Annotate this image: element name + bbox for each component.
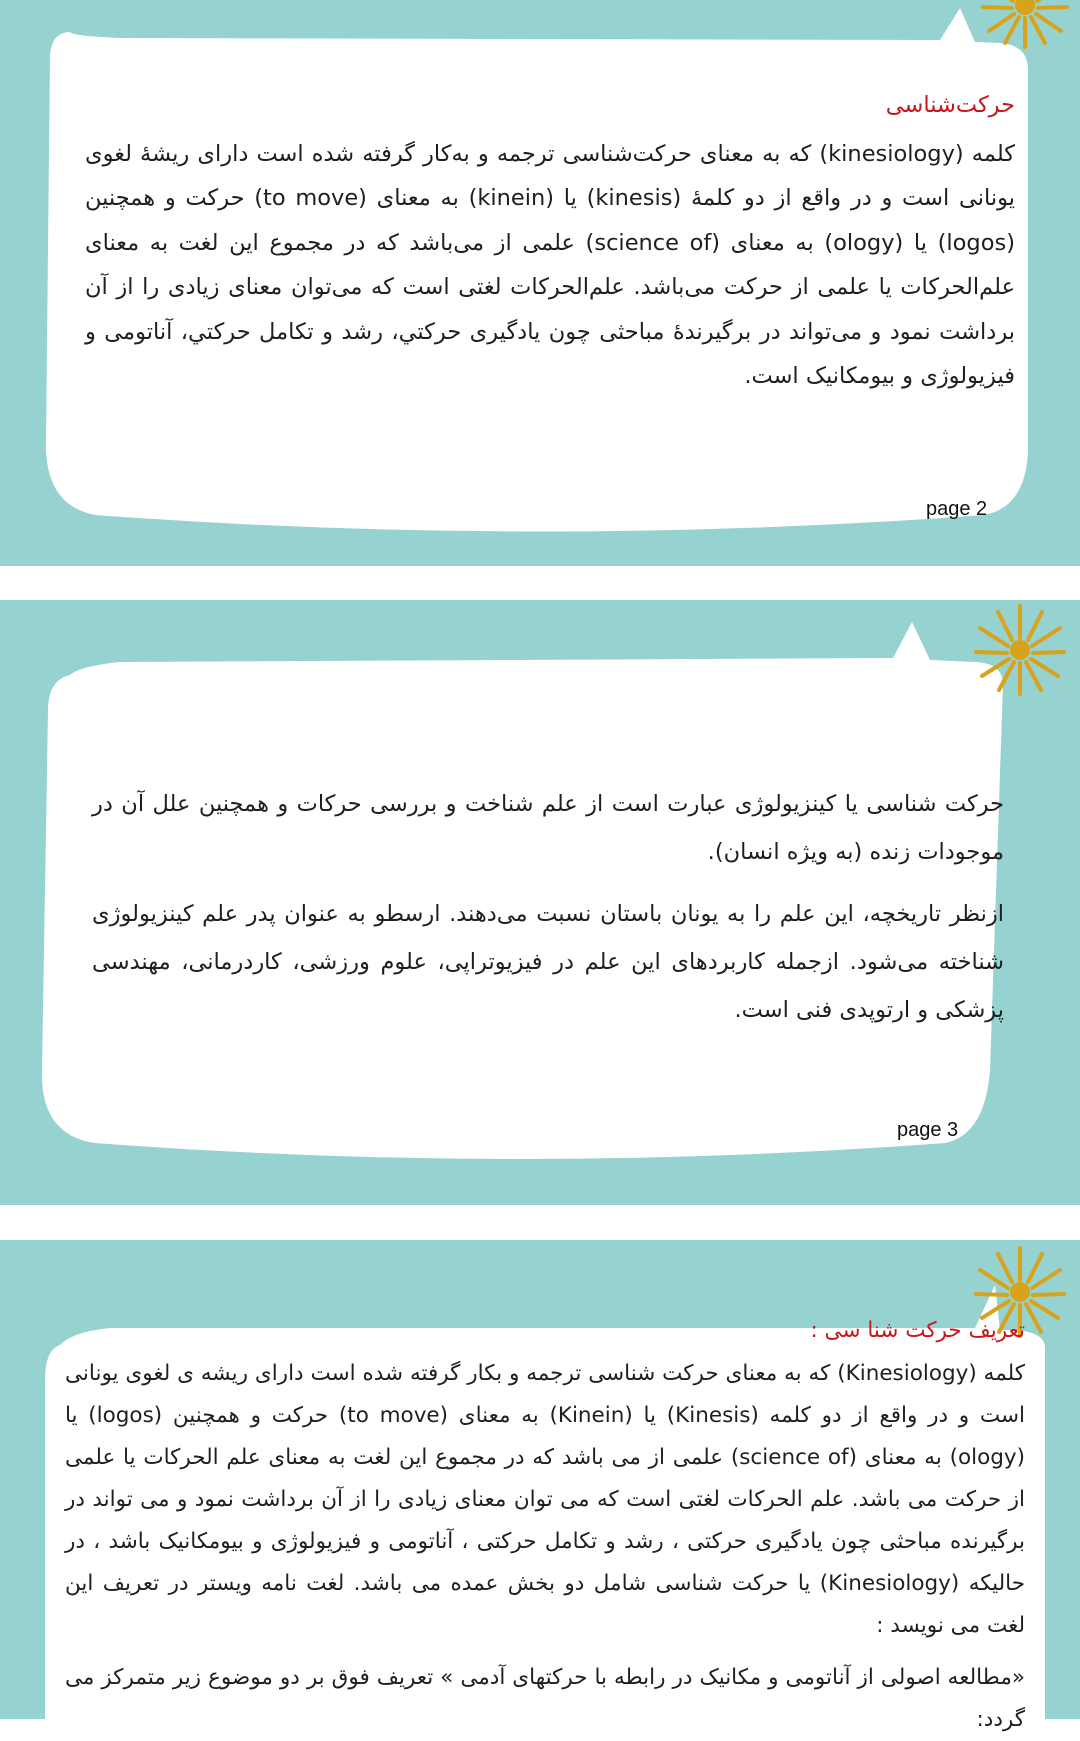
- paragraph: ازنظر تاریخچه، این علم را به یونان باستان نسبت می‌دهند. ارسطو به عنوان پدر علم کینزیولوژی شناخته می‌شود. ازجمله کاربردهای این علم در فیزیوتراپی، علوم ورزشی، کاردرمانی، مهندسی پزشکی و ارتوپدی فنی است.: [92, 901, 1004, 1023]
- page-number: page 3: [897, 1119, 959, 1141]
- page-number: page 2: [926, 498, 988, 520]
- sun-icon: [970, 600, 1070, 700]
- slide-title: تعریف حرکت شنا سی :: [810, 1318, 1025, 1343]
- paragraph: «مطالعه اصولی از آناتومی و مکانیک در رابطه با حرکتهای آدمی » تعریف فوق بر دو موضوع زیر متمرکز می گردد:: [65, 1665, 1025, 1732]
- slide-2: [0, 600, 1080, 1205]
- slide-body: [65, 1310, 1025, 1741]
- slide-body: [85, 83, 1015, 399]
- slide-1: [0, 0, 1080, 566]
- slide-3: [0, 1240, 1080, 1732]
- paragraph: کلمه (Kinesiology) که به معنای حرکت شناسی ترجمه و بکار گرفته شده است دارای ریشه ی لغوی یونانی است و در واقع از دو کلمه (Kinesis) یا (Kinein) به معنای (to move) حرکت و همچنین (logos) یا (ology) به معنای (science of) علمی از می باشد که در مجموع این لغت به معنای علم الحرکات یا علمی از حرکت می باشد. علم الحرکات لغتی است که می توان معنای زیادی را از آن برداشت نمود و می تواند در برگیرنده مباحثی چون یادگیری حرکتی ، رشد و تکامل حرکتی ، آناتومی و فیزیولوژی و بیومکانیک باشد ، در حالیکه (Kinesiology) یا حرکت شناسی شامل دو بخش عمده می باشد. لغت نامه ویستر در تعریف این لغت می نویسد :: [65, 1361, 1025, 1638]
- paragraph: حرکت شناسی یا کینزیولوژی عبارت است از علم شناخت و بررسی حرکات و همچنین علل آن در موجودات زنده (به ویژه انسان).: [92, 791, 1004, 865]
- slide-title: حرکت‌شناسی: [885, 92, 1015, 118]
- paragraph: کلمه (kinesiology) که به معنای حرکت‌شناسی ترجمه و به‌کار گرفته شده است دارای ریشهٔ لغوی یونانی است و در واقع از دو کلمهٔ (kinesis) یا (kinein) به معنای (to move) حرکت و همچنین (logos) یا (ology) به معنای (science of) علمی از می‌باشد که در مجموع این لغت به معنای علم‌الحرکات یا علمی از حرکت می‌باشد. علم‌الحرکات لغتی است که می‌توان معنای زیادی را از آن برداشت نمود و می‌تواند در برگیرندهٔ مباحثی چون یادگیری حرکتي، رشد و تکامل حرکتي، آناتومی و فیزیولوژی و بیومکانیک است.: [85, 140, 1015, 389]
- slide-body: [92, 780, 1004, 1034]
- sun-icon: [975, 0, 1075, 50]
